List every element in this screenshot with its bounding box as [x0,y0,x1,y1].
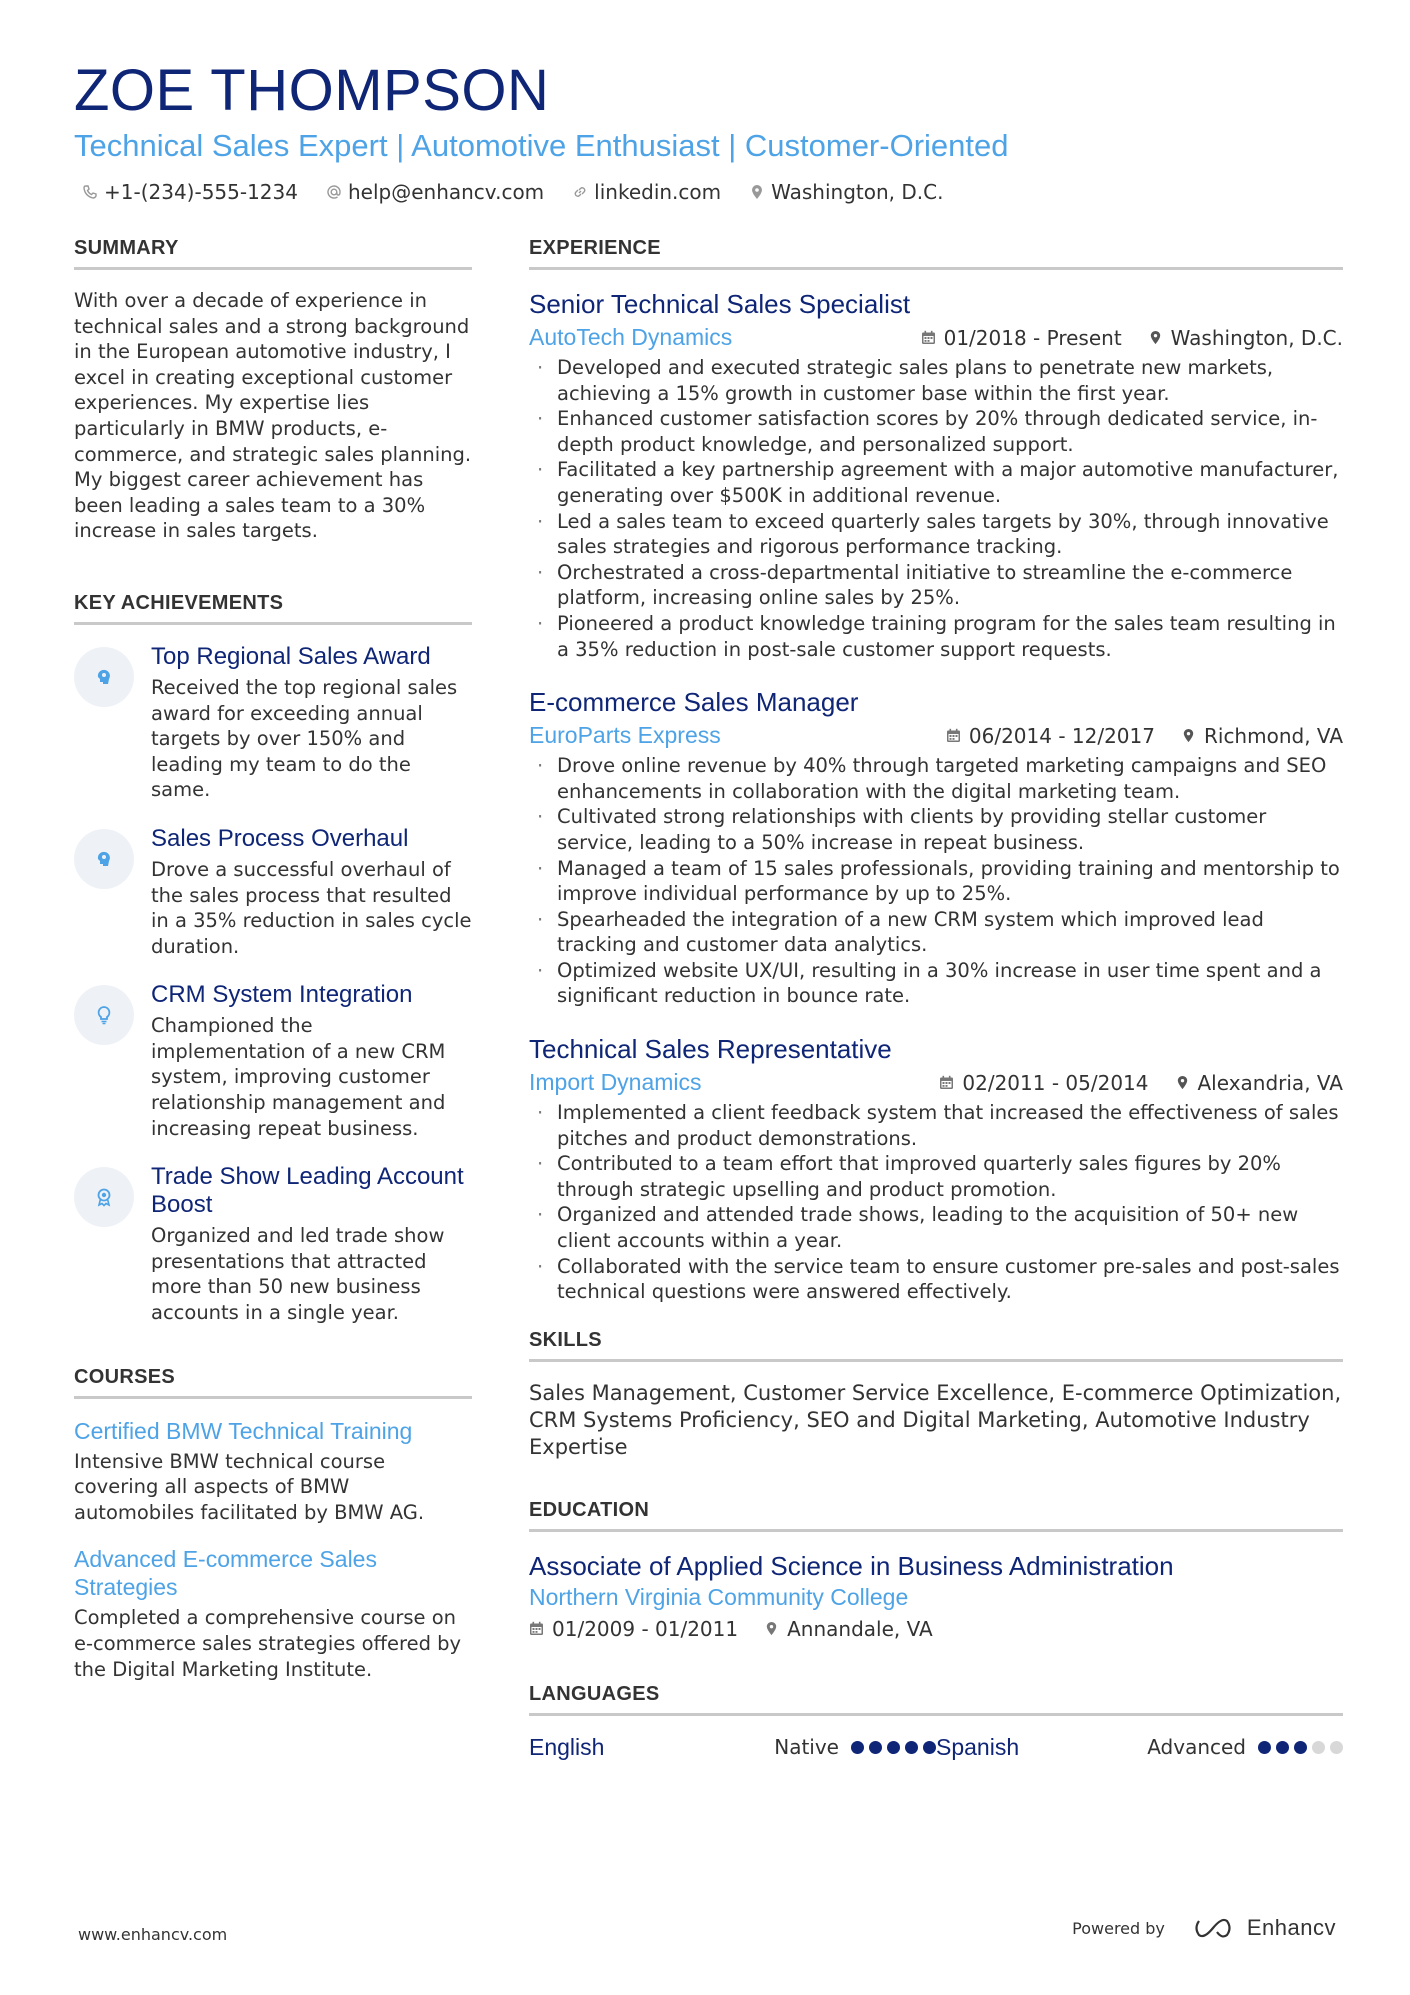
languages-list [529,1734,1343,1761]
education-section [529,1499,1343,1641]
phone-icon [82,184,98,200]
job-bullet: · Led a sales team to exceed quarterly sales targets by 30%, through innovative sales strategies and rigorous performance tracking. [529,509,1343,560]
education-location [764,1617,933,1641]
job-location [1181,724,1343,748]
job-meta-right [946,724,1343,748]
experience-section [529,237,1343,1305]
language-level: Advanced [1147,1735,1246,1760]
course-item [74,1417,472,1526]
tagline: Technical Sales Expert | Automotive Enthusiast | Customer-Oriented [74,128,1009,163]
job-bullet: · Developed and executed strategic sales plans to penetrate new markets, achieving a 15% growth in customer base within the first year. [529,355,1343,406]
achievement-text: Received the top regional sales award for exceeding annual targets by over 150% and leading my team to do the same. [151,675,458,802]
calendar-icon [529,1621,544,1636]
job-bullet: · Drove online revenue by 40% through targeted marketing campaigns and SEO enhancements in collaboration with the digital marketing team. [529,753,1343,804]
job-location [1175,1071,1344,1095]
brand-name: Enhancv [1246,1915,1336,1940]
company-name: Import Dynamics [529,1069,702,1096]
link-icon [572,184,588,200]
achievement-title: Sales Process Overhaul [151,824,409,852]
enhancv-logo-icon [1193,1917,1233,1939]
language-level: Native [774,1735,839,1760]
course-title: Advanced E-commerce Sales Strategies [74,1546,377,1601]
rating-dot [1276,1741,1289,1754]
course-title: Certified BMW Technical Training [74,1417,413,1444]
left-column [74,237,472,1702]
achievement-item [74,643,472,803]
contact-bar [82,180,943,204]
rating-dot [905,1741,918,1754]
job-bullet: · Implemented a client feedback system that increased the effectiveness of sales pitches and product demonstrations. [529,1100,1343,1151]
job-bullet: · Orchestrated a cross-departmental initiative to streamline the e-commerce platform, increasing online sales by 25%. [529,560,1343,611]
job-bullet: · Cultivated strong relationships with clients by providing stellar customer service, leading to a 50% increase in repeat business. [529,804,1343,855]
language-rating [1258,1741,1343,1754]
course-text: Completed a comprehensive course on e-commerce sales strategies offered by the Digital Marketing Institute. [74,1606,462,1681]
job-bullet: · Collaborated with the service team to ensure customer pre-sales and post-sales technical questions were answered effectively. [529,1254,1343,1305]
achievement-title: Trade Show Leading Account Boost [151,1163,464,1219]
achievement-body [151,1163,472,1325]
job-title: E-commerce Sales Manager [529,687,859,718]
job-bullet: · Pioneered a product knowledge training program for the sales team resulting in a 35% reduction in post-sale customer support requests. [529,611,1343,662]
achievement-body [151,981,472,1141]
job-bullet: · Contributed to a team effort that improved quarterly sales figures by 20% through strategic upselling and product promotion. [529,1151,1343,1202]
achievement-icon-wrap [74,1167,134,1227]
contact-linkedin[interactable] [572,180,721,204]
achievement-icon-wrap [74,829,134,889]
company-name: EuroParts Express [529,722,721,749]
degree-title: Associate of Applied Science in Business Administration [529,1550,1174,1581]
job-meta [529,324,1343,351]
job-bullet: · Managed a team of 15 sales professionals, providing training and mentorship to improve individual performance by up to 25%. [529,856,1343,907]
job-bullets [529,355,1343,662]
languages-heading: LANGUAGES [529,1683,1343,1716]
job-location-text: Alexandria, VA [1197,1070,1343,1095]
contact-location [749,180,943,204]
rating-dot [923,1741,936,1754]
job-entry [529,288,1343,662]
rating-dot [851,1741,864,1754]
language-item [936,1734,1343,1761]
job-location-text: Richmond, VA [1203,723,1343,748]
calendar-icon [946,728,961,743]
calendar-icon [921,330,936,345]
achievement-item [74,825,472,959]
job-bullet: · Facilitated a key partnership agreement with a major automotive manufacturer, generating over $500K in additional revenue. [529,457,1343,508]
location-pin-icon [764,1621,779,1636]
footer-website[interactable]: www.enhancv.com [78,1925,228,1944]
job-title: Senior Technical Sales Specialist [529,289,911,319]
head-icon [93,666,115,688]
job-meta-right [939,1071,1343,1095]
job-bullets [529,1100,1343,1305]
skills-heading: SKILLS [529,1329,1343,1362]
achievement-title: Top Regional Sales Award [151,642,431,670]
job-location-text: Washington, D.C. [1170,325,1343,350]
company-name: AutoTech Dynamics [529,324,733,350]
language-name: Spanish [936,1733,1020,1760]
language-name: English [529,1733,605,1760]
rating-dot [1330,1741,1343,1754]
job-dates-text: 02/2011 - 05/2014 [962,1070,1149,1095]
achievement-body [151,643,472,803]
achievement-text: Championed the implementation of a new CRM system, improving customer relationship management and increasing repeat business. [151,1014,446,1140]
job-dates-text: 06/2014 - 12/2017 [968,723,1155,748]
courses-section [74,1366,472,1683]
language-rating [851,1741,936,1754]
job-meta [529,722,1343,749]
job-bullets [529,753,1343,1009]
contact-email[interactable] [326,180,544,204]
job-meta-right [921,326,1343,350]
calendar-icon [939,1075,954,1090]
job-location [1148,326,1343,350]
location-pin-icon [1181,728,1196,743]
job-entry [529,1033,1343,1305]
job-meta [529,1069,1343,1096]
achievement-icon-wrap [74,647,134,707]
education-location-text: Annandale, VA [787,1616,933,1641]
job-bullet: · Enhanced customer satisfaction scores by 20% through dedicated service, in-depth product knowledge, and personalized support. [529,406,1343,457]
education-dates-text: 01/2009 - 01/2011 [552,1616,739,1641]
rating-dot [887,1741,900,1754]
job-bullet: · Spearheaded the integration of a new CRM system which improved lead tracking and customer data analytics. [529,907,1343,958]
location-pin-icon [1175,1075,1190,1090]
location-text: Washington, D.C. [771,180,944,204]
experience-heading: EXPERIENCE [529,237,1343,270]
rating-dot [869,1741,882,1754]
phone-text: +1-(234)-555-1234 [104,180,298,204]
powered-by-text: Powered by [1072,1918,1165,1938]
education-dates [529,1617,738,1641]
job-bullet: · Optimized website UX/UI, resulting in a 30% increase in user time spent and a significant reduction in bounce rate. [529,958,1343,1009]
achievement-text: Drove a successful overhaul of the sales process that resulted in a 35% reduction in sales cycle duration. [151,857,472,958]
job-entry [529,686,1343,1009]
contact-phone [82,180,298,204]
course-item [74,1545,472,1682]
rating-dot [1294,1741,1307,1754]
achievement-item [74,981,472,1141]
achievement-body [151,825,472,959]
job-dates [946,724,1155,748]
job-bullet: · Organized and attended trade shows, leading to the acquisition of 50+ new client accounts within a year. [529,1202,1343,1253]
head-icon [93,848,115,870]
courses-heading: COURSES [74,1366,472,1399]
right-column [529,237,1343,1761]
summary-section [74,237,472,544]
job-dates [939,1071,1148,1095]
job-title: Technical Sales Representative [529,1034,892,1065]
lightbulb-icon [93,1004,115,1026]
education-heading: EDUCATION [529,1499,1343,1532]
education-meta [529,1617,1343,1641]
award-icon [93,1186,115,1208]
rating-dot [1312,1741,1325,1754]
candidate-name: ZOE THOMPSON [74,58,550,123]
job-dates [921,326,1122,350]
at-icon [326,184,342,200]
skills-section [529,1329,1343,1461]
language-item [529,1734,936,1761]
achievement-text: Organized and led trade show presentations that attracted more than 50 new business accounts in a single year. [151,1224,445,1325]
location-pin-icon [1148,330,1163,345]
achievement-item [74,1163,472,1325]
achievements-heading: KEY ACHIEVEMENTS [74,592,472,625]
summary-text: With over a decade of experience in technical sales and a strong background in the European automotive industry, I excel in creating exceptional customer experiences. My expertise lies particularly in BMW products, e-commerce, and strategic sales planning. My biggest career achievement has been leading a sales team to a 30% increase in sales targets. [74,289,472,543]
email-text: help@enhancv.com [347,180,545,204]
summary-heading: SUMMARY [74,237,472,270]
school-name: Northern Virginia Community College [529,1583,909,1610]
achievement-icon-wrap [74,985,134,1045]
job-dates-text: 01/2018 - Present [943,325,1122,350]
rating-dot [1258,1741,1271,1754]
course-text: Intensive BMW technical course covering all aspects of BMW automobiles facilitated by BMW AG. [74,1449,425,1524]
skills-text: Sales Management, Customer Service Excellence, E-commerce Optimization, CRM Systems Proficiency, SEO and Digital Marketing, Automotive Industry Expertise [529,1380,1342,1459]
location-pin-icon [749,184,765,200]
achievement-title: CRM System Integration [151,981,413,1009]
achievements-section [74,592,472,1326]
languages-section [529,1683,1343,1761]
footer-brand [1072,1915,1336,1941]
linkedin-text: linkedin.com [594,180,722,204]
